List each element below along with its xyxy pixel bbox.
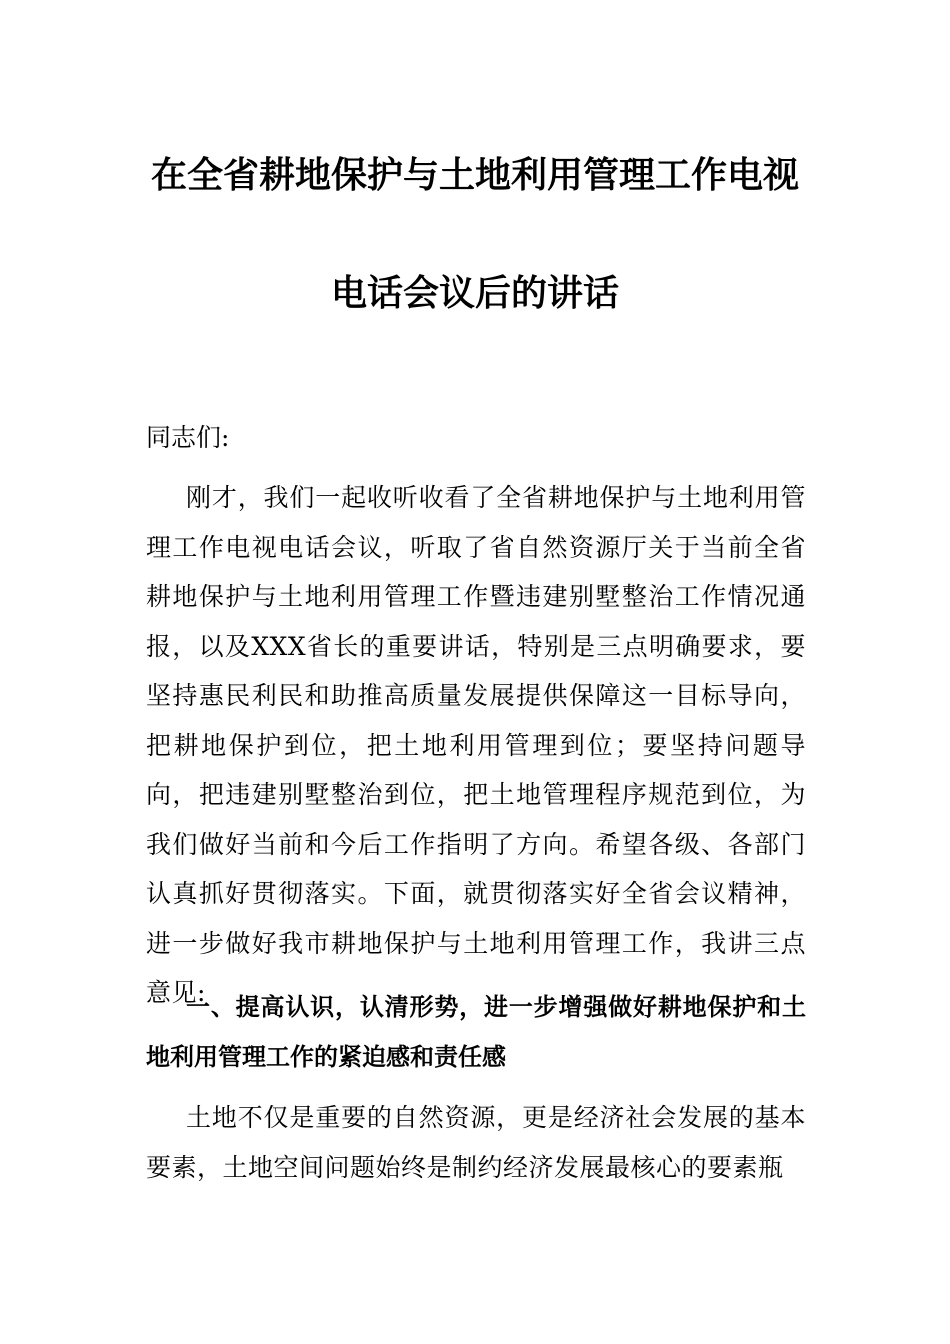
section-heading-1: 一、提高认识，认清形势，进一步增强做好耕地保护和土地利用管理工作的紧迫感和责任感 bbox=[146, 993, 806, 1071]
document-title-line-1: 在全省耕地保护与土地利用管理工作电视 bbox=[150, 155, 799, 196]
paragraph-intro: 刚才，我们一起收听收看了全省耕地保护与土地利用管理工作电视电话会议，听取了省自然资源厅关于当前全省耕地保护与土地利用管理工作暨违建别墅整治工作情况通报，以及XXX省长的重要讲话，特别是三点明确要求，要坚持惠民利民和助推高质量发展提供保障这一目标导向，把耕地保护到位，把土地利用管理到位；要坚持问题导向，把违建别墅整治到位，把土地管理程序规范到位，为我们做好当前和今后工作指明了方向。希望各级、各部门认真抓好贯彻落实。下面，就贯彻落实好全省会议精神，进一步做好我市耕地保护与土地利用管理工作，我讲三点意见: bbox=[146, 483, 806, 1007]
paragraph-section-1: 土地不仅是重要的自然资源，更是经济社会发展的基本要素，土地空间问题始终是制约经济发展最核心的要素瓶 bbox=[146, 1103, 806, 1182]
document-title-line-2: 电话会议后的讲话 bbox=[330, 273, 619, 314]
salutation: 同志们: bbox=[146, 423, 230, 452]
